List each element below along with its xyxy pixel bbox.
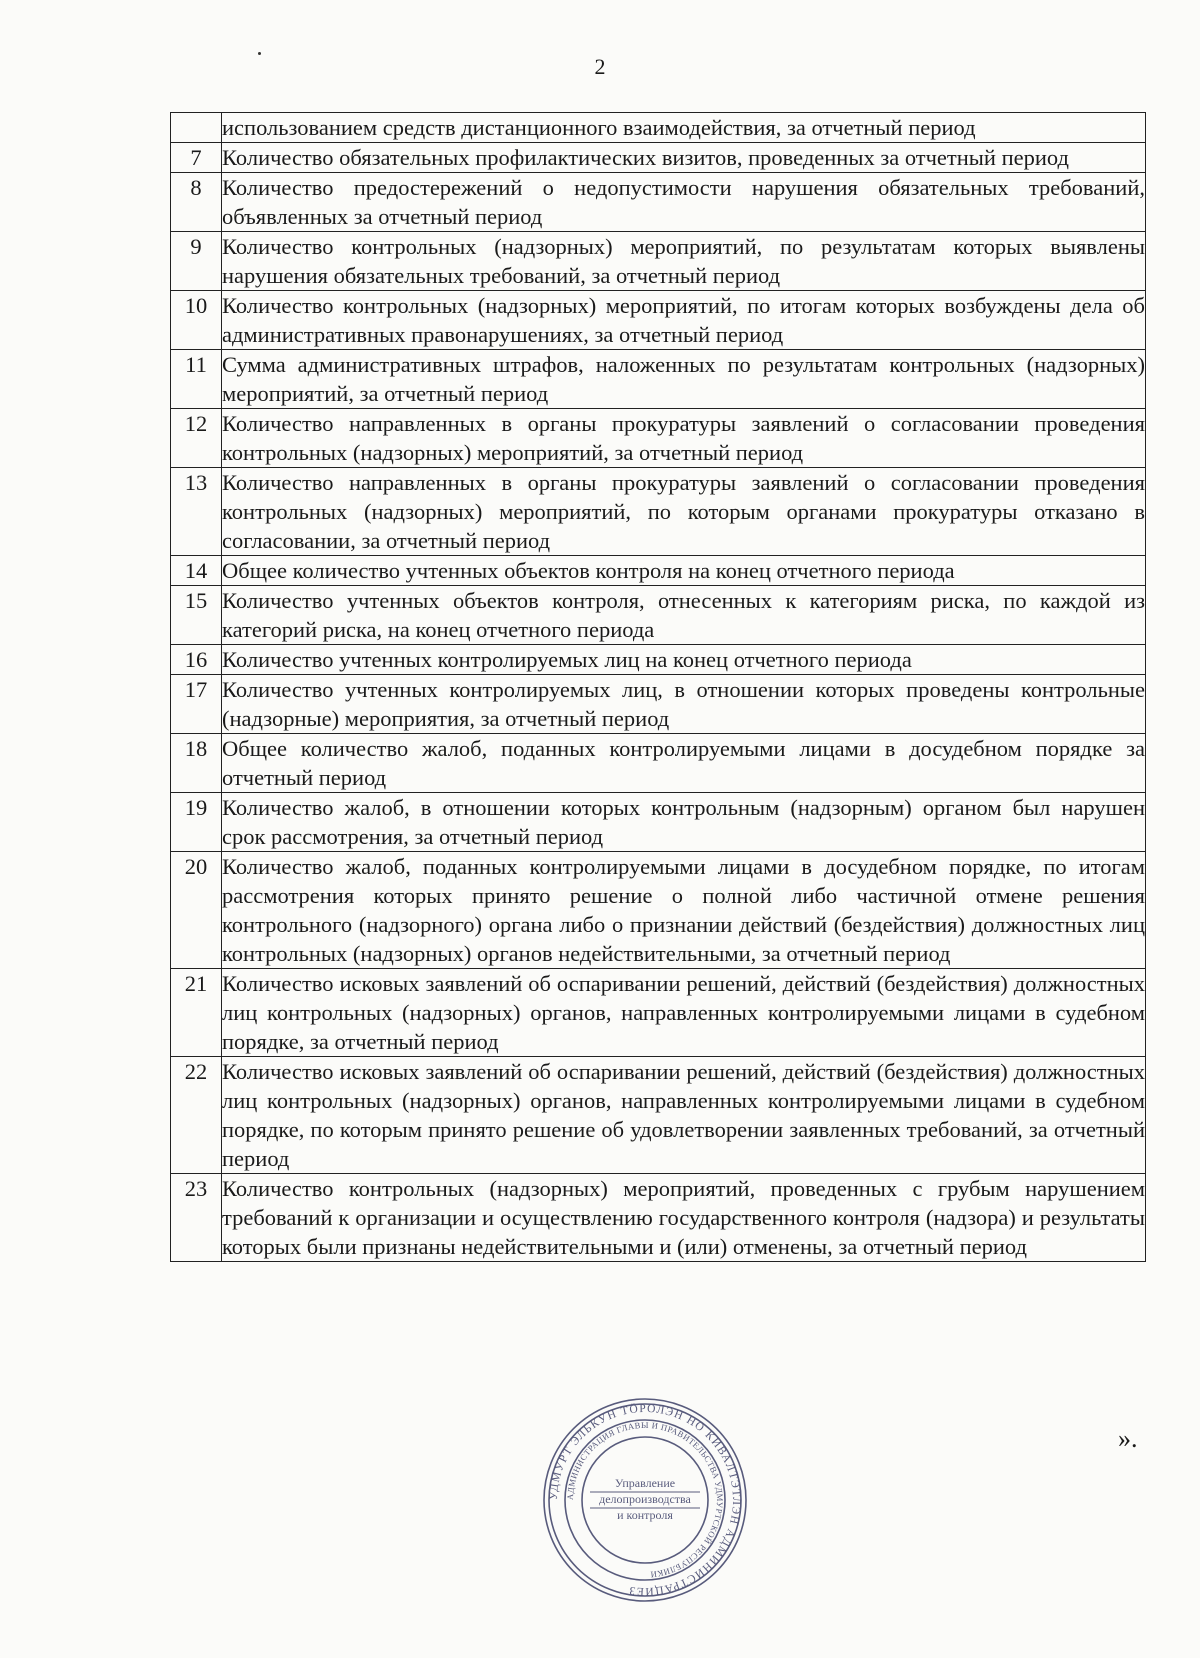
official-seal: [540, 1395, 750, 1605]
table-row: [171, 645, 1146, 675]
row-text: Сумма административных штрафов, наложенных по результатам контрольных (надзорных) мероприятий, за отчетный период: [222, 350, 1146, 409]
table-row: [171, 556, 1146, 586]
table-row: [171, 675, 1146, 734]
table-row: [171, 969, 1146, 1057]
row-number: 16: [171, 645, 222, 675]
row-text: Общее количество учтенных объектов контроля на конец отчетного периода: [222, 556, 1146, 586]
scan-speck: [258, 52, 261, 55]
row-number: 19: [171, 793, 222, 852]
row-number: 8: [171, 173, 222, 232]
row-number: 20: [171, 852, 222, 969]
row-text: Количество жалоб, в отношении которых контрольным (надзорным) органом был нарушен срок рассмотрения, за отчетный период: [222, 793, 1146, 852]
row-text: Количество обязательных профилактических визитов, проведенных за отчетный период: [222, 143, 1146, 173]
seal-center-line1: Управление: [614, 1476, 676, 1490]
table-row: [171, 291, 1146, 350]
indicators-table: [170, 112, 1146, 1262]
page-number: 2: [594, 54, 606, 79]
table-row: [171, 1057, 1146, 1174]
table-row: [171, 350, 1146, 409]
row-text: Количество направленных в органы прокуратуры заявлений о согласовании проведения контрольных (надзорных) мероприятий, за отчетный период: [222, 409, 1146, 468]
row-text: Количество контрольных (надзорных) мероприятий, проведенных с грубым нарушением требований к организации и осуществлению государственного контроля (надзора) и результаты которых были признаны недействительными и (или) отменены, за отчетный период: [222, 1174, 1146, 1262]
row-text: Общее количество жалоб, поданных контролируемыми лицами в досудебном порядке за отчетный период: [222, 734, 1146, 793]
row-text: Количество учтенных контролируемых лиц, в отношении которых проведены контрольные (надзорные) мероприятия, за отчетный период: [222, 675, 1146, 734]
row-number: 18: [171, 734, 222, 793]
row-number: 7: [171, 143, 222, 173]
table-row: [171, 1174, 1146, 1262]
row-number: 9: [171, 232, 222, 291]
row-text: Количество жалоб, поданных контролируемыми лицами в досудебном порядке, по итогам рассмотрения которых принято решение о полной либо частичной отмене решения контрольного (надзорного) органа либо о признании действий (бездействия) должностных лиц контрольных (надзорных) органов недействительными, за отчетный период: [222, 852, 1146, 969]
seal-inner-text: АДМИНИСТРАЦИЯ ГЛАВЫ И ПРАВИТЕЛЬСТВА УДМУРТСКОЙ РЕСПУБЛИКИ: [564, 1419, 726, 1580]
row-number: 14: [171, 556, 222, 586]
seal-center-line2: делопроизводства: [599, 1492, 691, 1506]
table-row: [171, 173, 1146, 232]
row-number: 17: [171, 675, 222, 734]
row-text: Количество учтенных объектов контроля, отнесенных к категориям риска, по каждой из категорий риска, на конец отчетного периода: [222, 586, 1146, 645]
row-text: Количество контрольных (надзорных) мероприятий, по итогам которых возбуждены дела об административных правонарушениях, за отчетный период: [222, 291, 1146, 350]
table-row: [171, 793, 1146, 852]
row-number: 22: [171, 1057, 222, 1174]
row-text: Количество учтенных контролируемых лиц на конец отчетного периода: [222, 645, 1146, 675]
table-row: [171, 143, 1146, 173]
table-row: [171, 113, 1146, 143]
row-text: Количество контрольных (надзорных) мероприятий, по результатам которых выявлены нарушения обязательных требований, за отчетный период: [222, 232, 1146, 291]
indicators-table-body: [171, 113, 1146, 1262]
seal-center-line3: и контроля: [617, 1508, 673, 1522]
table-row: [171, 409, 1146, 468]
row-number: 12: [171, 409, 222, 468]
closing-quote: ».: [1118, 1424, 1138, 1453]
row-number: 10: [171, 291, 222, 350]
row-number: 15: [171, 586, 222, 645]
seal-outer-text: УДМУРТ ЭЛЬКУН ТÖРОЛЭН НО КИВАЛТЭТЛЭН АДМИНИСТРАЦИЕЗ: [547, 1402, 743, 1598]
table-row: [171, 468, 1146, 556]
row-text: Количество направленных в органы прокуратуры заявлений о согласовании проведения контрольных (надзорных) мероприятий, по которым органами прокуратуры отказано в согласовании, за отчетный период: [222, 468, 1146, 556]
row-text: использованием средств дистанционного взаимодействия, за отчетный период: [222, 113, 1146, 143]
row-text: Количество предостережений о недопустимости нарушения обязательных требований, объявленных за отчетный период: [222, 173, 1146, 232]
table-row: [171, 734, 1146, 793]
table-row: [171, 232, 1146, 291]
row-number: 21: [171, 969, 222, 1057]
table-row: [171, 852, 1146, 969]
row-number: 13: [171, 468, 222, 556]
row-number: [171, 113, 222, 143]
row-text: Количество исковых заявлений об оспаривании решений, действий (бездействия) должностных лиц контрольных (надзорных) органов, направленных контролируемыми лицами в судебном порядке, по которым принято решение об удовлетворении заявленных требований, за отчетный период: [222, 1057, 1146, 1174]
row-number: 11: [171, 350, 222, 409]
table-row: [171, 586, 1146, 645]
row-text: Количество исковых заявлений об оспаривании решений, действий (бездействия) должностных лиц контрольных (надзорных) органов, направленных контролируемыми лицами в судебном порядке, за отчетный период: [222, 969, 1146, 1057]
row-number: 23: [171, 1174, 222, 1262]
